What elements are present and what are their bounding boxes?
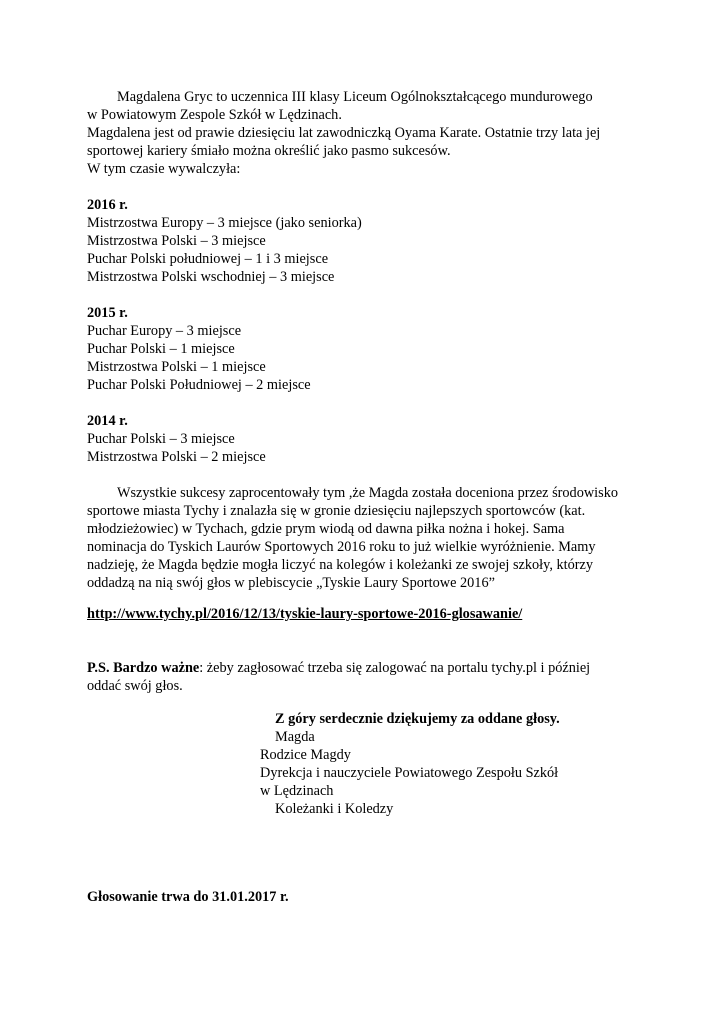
intro-line-2: w Powiatowym Zespole Szkół w Lędzinach. [87,107,342,123]
ps-line-1 [87,659,590,677]
signature-line: w Lędzinach [260,783,334,799]
achievement-item: Mistrzostwa Polski wschodniej – 3 miejsce [87,269,335,285]
ps-line-2: oddać swój głos. [87,678,183,694]
summary-line-2: sportowe miasta Tychy i znalazła się w gronie dziesięciu najlepszych sportowców (kat. [87,503,586,519]
summary-line-4: nominacja do Tyskich Laurów Sportowych 2016 roku to już wielkie wyróżnienie. Mamy [87,539,596,555]
thanks-line: Z góry serdecznie dziękujemy za oddane głosy. [275,711,560,727]
summary-line-5: nadzieję, że Magda będzie mogła liczyć na kolegów i koleżanki ze swojej szkoły, którzy [87,557,594,573]
achievement-item: Puchar Polski południowej – 1 i 3 miejsce [87,251,329,267]
summary-line-6: oddadzą na nią swój głos w plebiscycie „Tyskie Laury Sportowe 2016” [87,575,495,591]
achievement-item: Mistrzostwa Europy – 3 miejsce (jako seniorka) [87,215,362,231]
year-heading-2016: 2016 r. [87,197,128,213]
signature-line: Dyrekcja i nauczyciele Powiatowego Zespołu Szkół [260,765,559,781]
voting-link[interactable]: http://www.tychy.pl/2016/12/13/tyskie-laury-sportowe-2016-glosawanie/ [87,606,523,622]
year-heading-2015: 2015 r. [87,305,128,321]
intro-line-1: Magdalena Gryc to uczennica III klasy Liceum Ogólnokształcącego mundurowego [117,89,593,105]
intro-line-5: W tym czasie wywalczyła: [87,161,241,177]
voting-deadline: Głosowanie trwa do 31.01.2017 r. [87,889,289,905]
year-heading-2014: 2014 r. [87,413,128,429]
achievement-item: Mistrzostwa Polski – 1 miejsce [87,359,266,375]
intro-line-4: sportowej kariery śmiało można określić jako pasmo sukcesów. [87,143,451,159]
summary-line-3: młodzieżowiec) w Tychach, gdzie prym wiodą od dawna piłka nożna i hokej. Sama [87,521,565,537]
achievement-item: Puchar Polski – 1 miejsce [87,341,235,357]
signature-line: Koleżanki i Koledzy [275,801,394,817]
ps-text: : żeby zagłosować trzeba się zalogować na portalu tychy.pl i później [199,660,591,676]
ps-label: P.S. Bardzo ważne [87,660,200,676]
achievement-item: Mistrzostwa Polski – 2 miejsce [87,449,266,465]
summary-line-1: Wszystkie sukcesy zaprocentowały tym ,że Magda została doceniona przez środowisko [117,485,619,501]
intro-line-3: Magdalena jest od prawie dziesięciu lat zawodniczką Oyama Karate. Ostatnie trzy lata jej [87,125,601,141]
signature-line: Rodzice Magdy [260,747,351,763]
signature-line: Magda [275,729,315,745]
achievement-item: Puchar Polski – 3 miejsce [87,431,235,447]
achievement-item: Puchar Europy – 3 miejsce [87,323,242,339]
achievement-item: Puchar Polski Południowej – 2 miejsce [87,377,311,393]
achievement-item: Mistrzostwa Polski – 3 miejsce [87,233,266,249]
